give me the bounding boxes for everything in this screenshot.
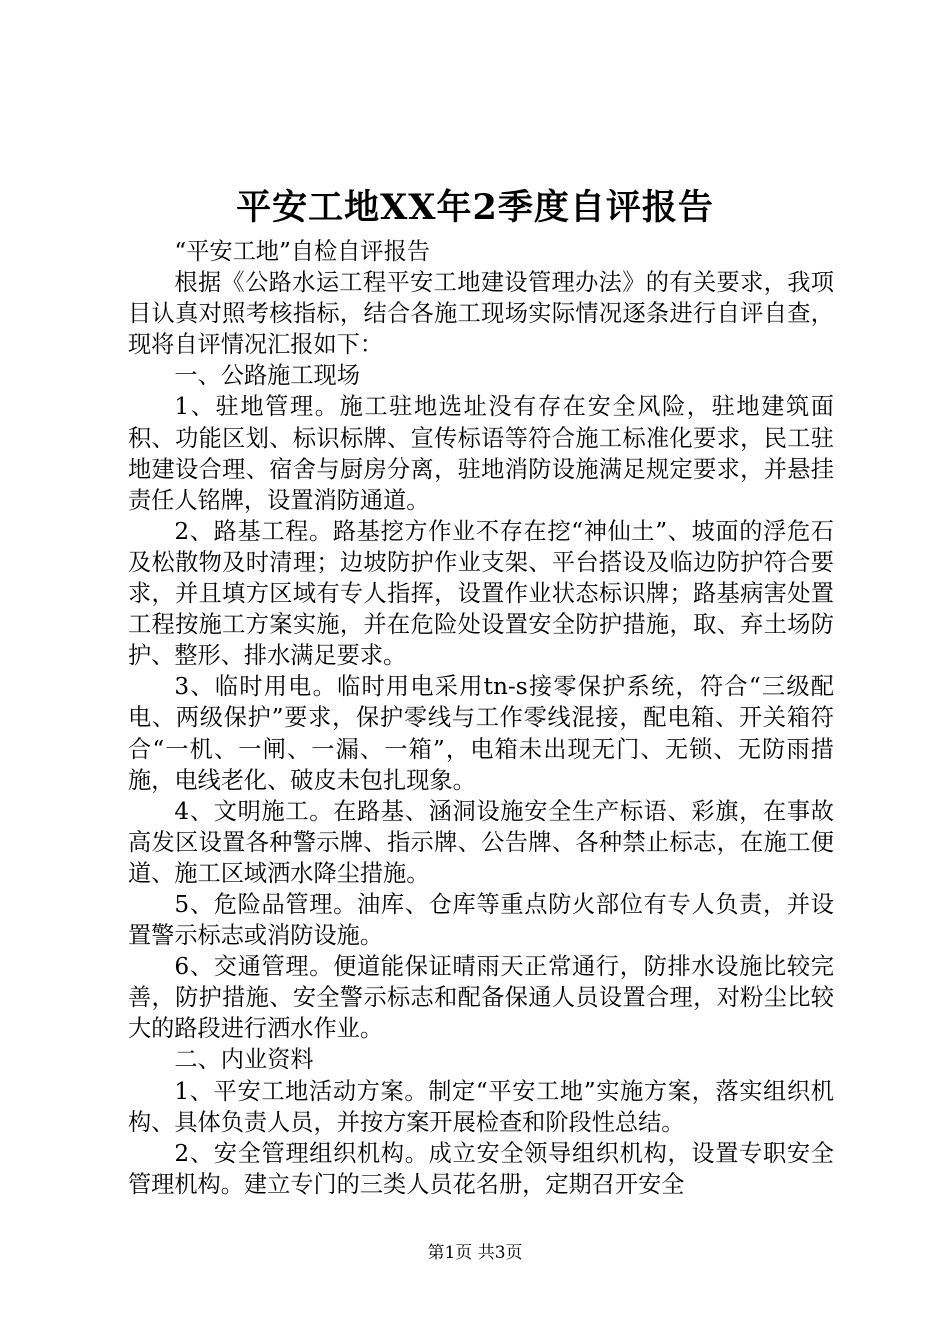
page-footer: 第1页 共3页 [427,1243,523,1263]
paragraph-item: 3、临时用电。临时用电采用tn-s接零保护系统，符合“三级配电、两级保护”要求，保护零线与工作零线混接，配电箱、开关箱符合“一机、一闸、一漏、一箱”，电箱未出现无门、无锁、无防雨措施，电线老化、破皮未包扎现象。 [128,673,834,794]
paragraph-item: 1、平安工地活动方案。制定“平安工地”实施方案，落实组织机构、具体负责人员，并按方案开展检查和阶段性总结。 [128,1077,834,1136]
section-heading-site: 一、公路施工现场 [174,362,360,390]
paragraph-item: 6、交通管理。便道能保证晴雨天正常通行，防排水设施比较完善，防护措施、安全警示标志和配备保通人员设置合理，对粉尘比较大的路段进行洒水作业。 [128,953,834,1043]
paragraph-item: 5、危险品管理。油库、仓库等重点防火部位有专人负责，并设置警示标志或消防设施。 [128,890,834,950]
paragraph-intro: 根据《公路水运工程平安工地建设管理办法》的有关要求，我项目认真对照考核指标，结合各施工现场实际情况逐条进行自评自查，现将自评情况汇报如下： [128,269,834,359]
paragraph-item: 2、安全管理组织机构。成立安全领导组织机构，设置专职安全管理机构。建立专门的三类人员花名册，定期召开安全 [128,1139,834,1198]
paragraph-item: 1、驻地管理。施工驻地选址没有存在安全风险，驻地建筑面积、功能区划、标识标牌、宣传标语等符合施工标准化要求，民工驻地建设合理、宿舍与厨房分离，驻地消防设施满足规定要求，并悬挂责任人铭牌，设置消防通道。 [128,393,834,514]
document-body [128,236,834,1200]
document-title: 平安工地XX年2季度自评报告 [236,187,714,228]
paragraph-subtitle: “平安工地”自检自评报告 [174,238,430,265]
paragraph-item: 4、文明施工。在路基、涵洞设施安全生产标语、彩旗，在事故高发区设置各种警示牌、指示牌、公告牌、各种禁止标志，在施工便道、施工区域洒水降尘措施。 [128,797,834,887]
paragraph-item: 2、路基工程。路基挖方作业不存在挖“神仙土”、坡面的浮危石及松散物及时清理；边坡防护作业支架、平台搭设及临边防护符合要求，并且填方区域有专人指挥，设置作业状态标识牌；路基病害处置工程按施工方案实施，并在危险处设置安全防护措施，取、弃土场防护、整形、排水满足要求。 [128,517,834,670]
section-heading-records: 二、内业资料 [174,1046,314,1074]
